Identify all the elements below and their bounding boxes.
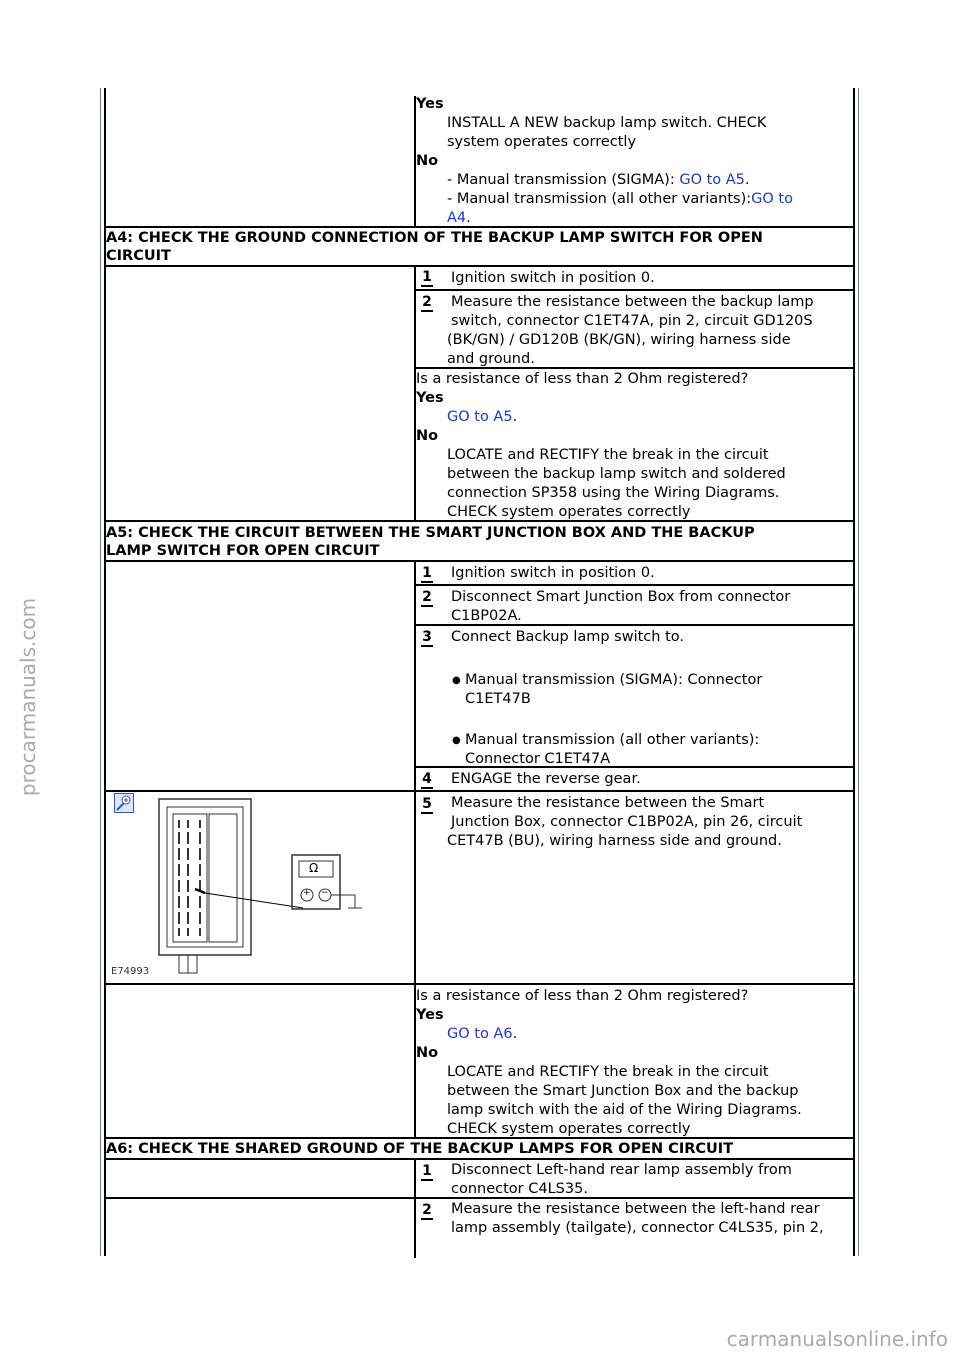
- no-text: lamp switch with the aid of the Wiring Diagrams.: [447, 1102, 802, 1118]
- bullet-text: Connector C1ET47A: [465, 751, 611, 767]
- no-label: No: [416, 153, 439, 169]
- step-number: 1: [422, 565, 432, 581]
- plus-symbol: +: [303, 888, 311, 898]
- step-text: CET47B (BU), wiring harness side and ground.: [447, 833, 782, 849]
- watermark-left: [8, 550, 48, 850]
- heading-line: LAMP SWITCH FOR OPEN CIRCUIT: [106, 543, 380, 559]
- row-rule: [104, 983, 855, 985]
- yes-label: Yes: [416, 1007, 444, 1023]
- goto-a4-link[interactable]: A4: [447, 210, 467, 226]
- step-number: 3: [422, 629, 432, 645]
- period: .: [512, 409, 518, 425]
- step-number: 1: [422, 1163, 432, 1179]
- bullet-text: Manual transmission (SIGMA): Connector: [465, 672, 763, 688]
- question: Is a resistance of less than 2 Ohm registered?: [416, 988, 749, 1004]
- heading-line: A4: CHECK THE GROUND CONNECTION OF THE BACKUP LAMP SWITCH FOR OPEN: [106, 230, 763, 246]
- step-text: Measure the resistance between the backup lamp: [451, 294, 814, 310]
- step-text: Disconnect Smart Junction Box from connector: [451, 589, 791, 605]
- yes-text: INSTALL A NEW backup lamp switch. CHECK: [447, 115, 767, 131]
- step-number: 2: [422, 589, 432, 605]
- step-text: connector C4LS35.: [451, 1181, 588, 1197]
- no-text: between the Smart Junction Box and the backup: [447, 1083, 799, 1099]
- step-text: ENGAGE the reverse gear.: [451, 771, 641, 787]
- no-text: connection SP358 using the Wiring Diagrams.: [447, 485, 780, 501]
- bullet-icon: ●: [452, 735, 461, 746]
- no-text-prefix: - Manual transmission (SIGMA):: [447, 172, 680, 188]
- no-text: between the backup lamp switch and soldered: [447, 466, 786, 482]
- step-text: switch, connector C1ET47A, pin 2, circuit GD120S: [451, 313, 813, 329]
- no-text: LOCATE and RECTIFY the break in the circuit: [447, 447, 769, 463]
- step-text: Ignition switch in position 0.: [451, 565, 655, 581]
- no-label: No: [416, 1045, 439, 1061]
- step-text: and ground.: [447, 351, 535, 367]
- no-text: [447, 190, 793, 209]
- yes-text: [447, 408, 517, 427]
- step-text: Connect Backup lamp switch to.: [451, 629, 684, 645]
- row-rule: [414, 584, 855, 586]
- section-heading-a4: [106, 229, 763, 265]
- step-number: 5: [422, 796, 432, 812]
- bullet-text: C1ET47B: [465, 691, 531, 707]
- no-text: LOCATE and RECTIFY the break in the circuit: [447, 1064, 769, 1080]
- yes-text: system operates correctly: [447, 134, 637, 150]
- section-heading-a5: [106, 524, 755, 560]
- ohm-symbol: Ω: [309, 861, 319, 875]
- no-text: [447, 209, 471, 228]
- step-text: Ignition switch in position 0.: [451, 270, 655, 286]
- no-text-prefix: - Manual transmission (all other variants):: [447, 191, 752, 207]
- connector-diagram: [107, 792, 412, 982]
- step-text: C1BP02A.: [451, 608, 522, 624]
- period: .: [512, 1026, 518, 1042]
- yes-text: [447, 1025, 517, 1044]
- row-rule: [104, 226, 855, 228]
- goto-a4-link[interactable]: GO to: [751, 191, 793, 207]
- minus-symbol: −: [321, 888, 329, 898]
- no-text: [447, 171, 750, 190]
- no-label: No: [416, 428, 439, 444]
- watermark-bottom: carmanualsonline.info: [726, 1327, 948, 1351]
- yes-label: Yes: [416, 390, 444, 406]
- step-text: Junction Box, connector C1BP02A, pin 26, circuit: [451, 814, 803, 830]
- bullet-text: Manual transmission (all other variants):: [465, 732, 760, 748]
- step-number: 1: [422, 269, 432, 285]
- step-number: 2: [422, 294, 432, 310]
- step-text: lamp assembly (tailgate), connector C4LS35, pin 2,: [451, 1220, 824, 1236]
- row-rule: [104, 1158, 855, 1160]
- step-text: (BK/GN) / GD120B (BK/GN), wiring harness side: [447, 332, 791, 348]
- step-text: Measure the resistance between the left-hand rear: [451, 1201, 820, 1217]
- page-border-left: [100, 88, 101, 1256]
- no-text: CHECK system operates correctly: [447, 1121, 691, 1137]
- heading-line: CIRCUIT: [106, 248, 171, 264]
- step-text: Measure the resistance between the Smart: [451, 795, 765, 811]
- row-rule: [104, 560, 855, 562]
- watermark-text: procarmanuals.com: [16, 597, 40, 797]
- goto-a6-link[interactable]: GO to A6: [447, 1026, 513, 1042]
- goto-a5-link[interactable]: GO to A5: [679, 172, 745, 188]
- period: .: [466, 210, 471, 226]
- column-divider: [414, 1158, 416, 1258]
- row-rule: [104, 265, 855, 267]
- section-heading-a6: A6: CHECK THE SHARED GROUND OF THE BACKUP LAMPS FOR OPEN CIRCUIT: [106, 1141, 734, 1157]
- figure-id: E74993: [111, 966, 150, 977]
- bullet-icon: ●: [452, 675, 461, 686]
- step-number: 4: [422, 771, 432, 787]
- no-text: CHECK system operates correctly: [447, 504, 691, 520]
- goto-a5-link[interactable]: GO to A5: [447, 409, 513, 425]
- step-text: Disconnect Left-hand rear lamp assembly from: [451, 1162, 792, 1178]
- question: Is a resistance of less than 2 Ohm registered?: [416, 371, 749, 387]
- yes-label: Yes: [416, 96, 444, 112]
- heading-line: A5: CHECK THE CIRCUIT BETWEEN THE SMART JUNCTION BOX AND THE BACKUP: [106, 525, 755, 541]
- row-rule: [414, 289, 855, 291]
- page-border-right-outer: [858, 88, 859, 1256]
- period: .: [744, 172, 750, 188]
- step-number: 2: [422, 1202, 432, 1218]
- page-border-right: [853, 88, 855, 1256]
